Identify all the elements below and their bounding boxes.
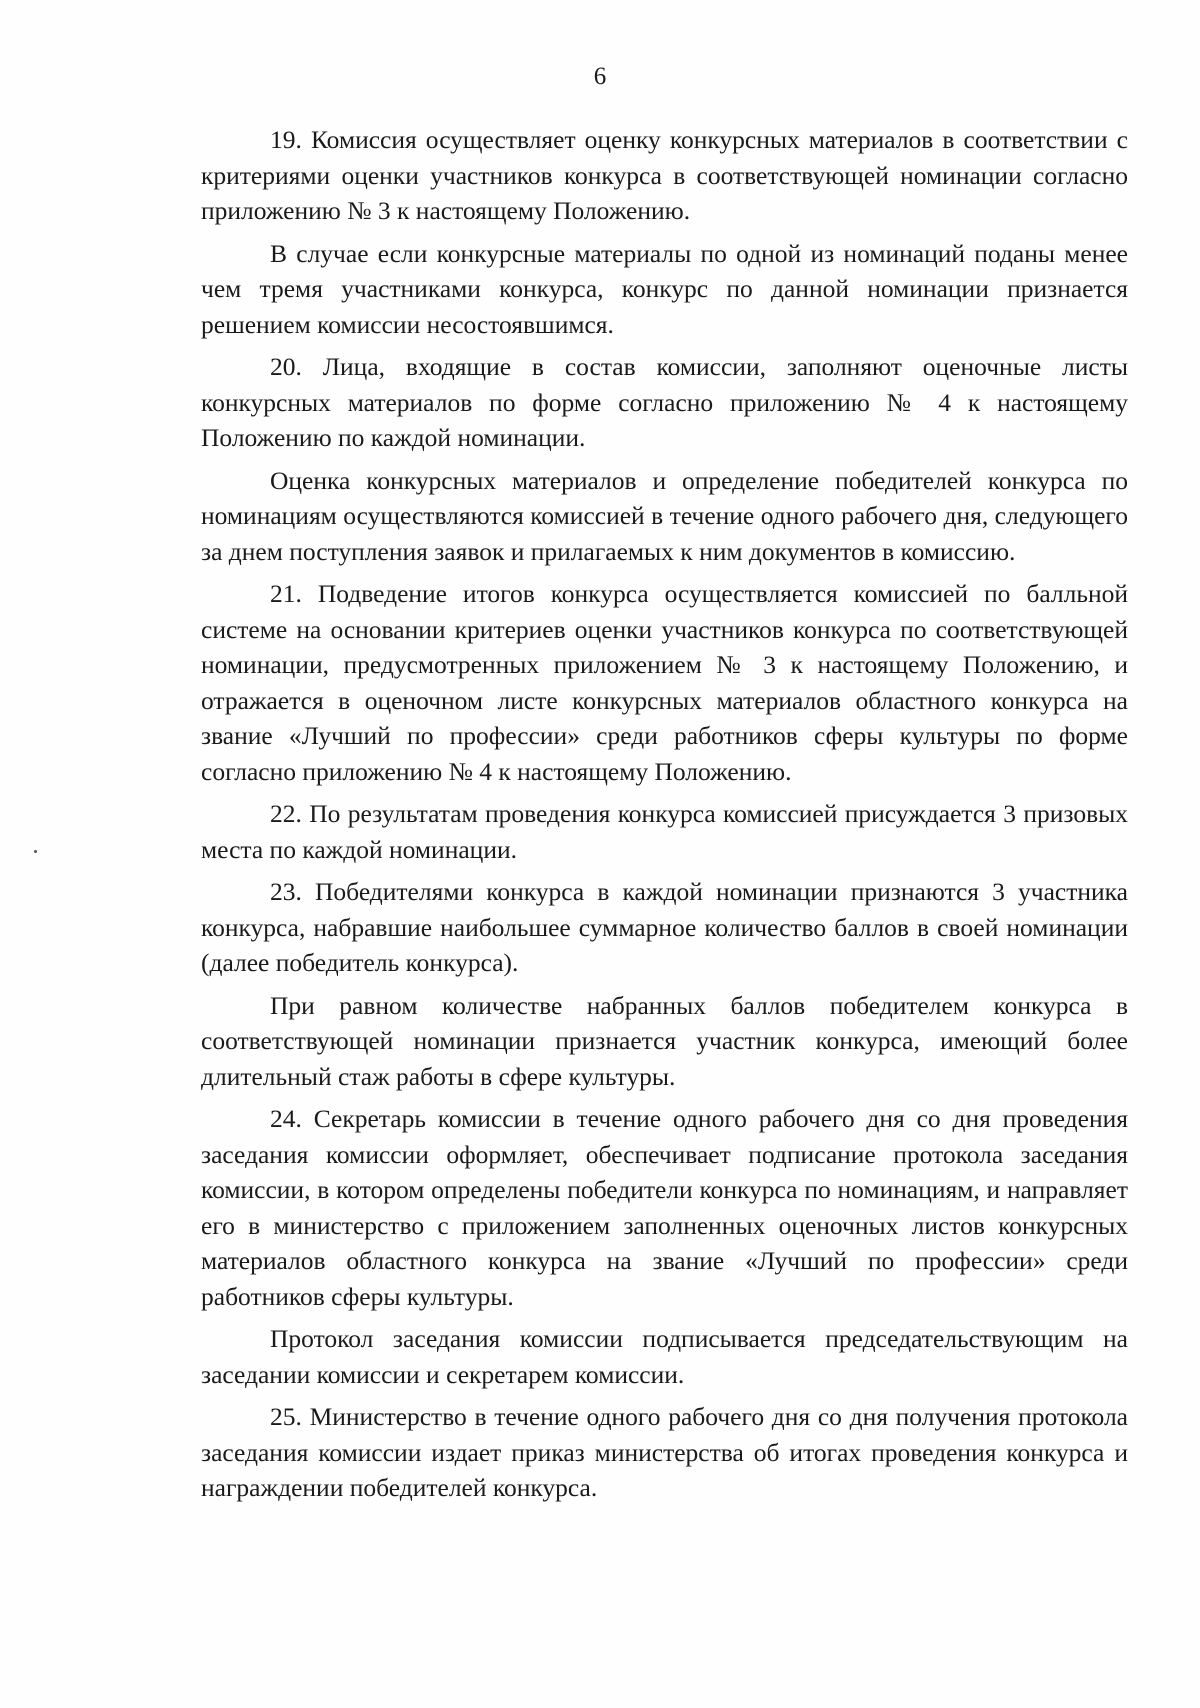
paragraph-21: 21. Подведение итогов конкурса осуществляется комиссией по балльной системе на основании критериев оценки участников конкурса по соответствующей номинации, предусмотренных приложением № 3 к настоящему Положению, и отражается в оценочном листе конкурсных материалов областного конкурса на звание «Лучший по профессии» среди работников сферы культуры по форме согласно приложению № 4 к настоящему Положению. [201, 579, 1128, 786]
paragraph-19-note: В случае если конкурсные материалы по одной из номинаций поданы менее чем тремя участниками конкурса, конкурс по данной номинации признается решением комиссии несостоявшимся. [201, 238, 1128, 339]
paragraph-19: 19. Комиссия осуществляет оценку конкурсных материалов в соответствии с критериями оценки участников конкурса в соответствующей номинации согласно приложению № 3 к настоящему Положению. [201, 125, 1128, 225]
paragraph-22: 22. По результатам проведения конкурса комиссией присуждается 3 призовых места по каждой номинации. [201, 799, 1128, 864]
paragraph-20-note: Оценка конкурсных материалов и определение победителей конкурса по номинациям осуществляются комиссией в течение одного рабочего дня, следующего за днем поступления заявок и прилагаемых к ним документов в комиссию. [201, 465, 1128, 566]
page-number: 6 [593, 63, 607, 90]
paragraph-25: 25. Министерство в течение одного рабочего дня со дня получения протокола заседания комиссии издает приказ министерства об итогах проведения конкурса и награждении победителей конкурса. [201, 1402, 1128, 1502]
paragraph-23-note: При равном количестве набранных баллов победителем конкурса в соответствующей номинации признается участник конкурса, имеющий более длительный стаж работы в сфере культуры. [201, 990, 1128, 1091]
paragraph-23: 23. Победителями конкурса в каждой номинации признаются 3 участника конкурса, набравшие наибольшее суммарное количество баллов в своей номинации (далее победитель конкурса). [201, 877, 1128, 977]
scan-speck [34, 850, 37, 853]
document-body [201, 122, 1128, 1513]
paragraph-20: 20. Лица, входящие в состав комиссии, заполняют оценочные листы конкурсных материалов по форме согласно приложению № 4 к настоящему Положению по каждой номинации. [201, 352, 1128, 452]
paragraph-24-note: Протокол заседания комиссии подписывается председательствующим на заседании комиссии и секретарем комиссии. [201, 1324, 1128, 1389]
paragraph-24: 24. Секретарь комиссии в течение одного рабочего дня со дня проведения заседания комиссии оформляет, обеспечивает подписание протокола заседания комиссии, в котором определены победители конкурса по номинациям, и направляет его в министерство с приложением заполненных оценочных листов конкурсных материалов областного конкурса на звание «Лучший по профессии» среди работников сферы культуры. [201, 1104, 1128, 1311]
